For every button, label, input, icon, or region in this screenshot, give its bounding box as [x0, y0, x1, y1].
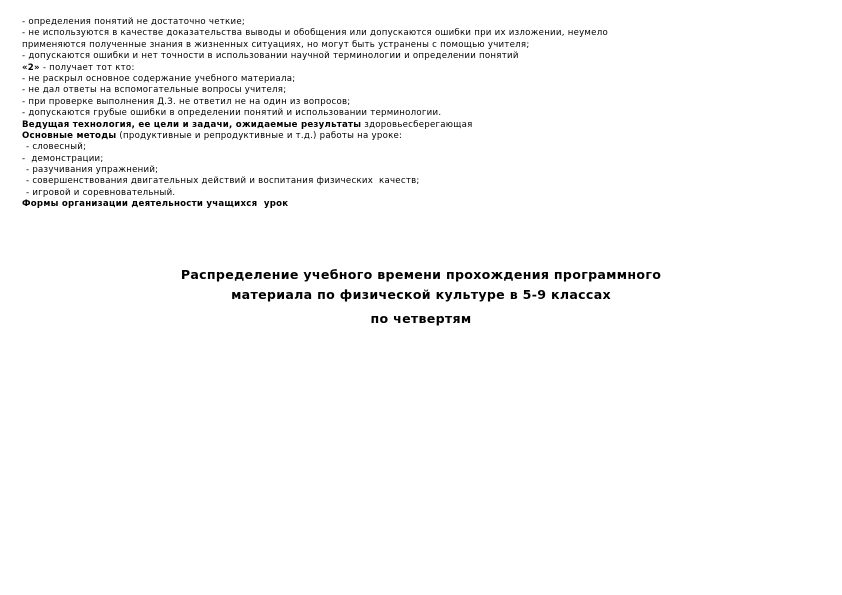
method-item: - демонстрации; [22, 153, 104, 164]
method-item: - разучивания упражнений; [23, 165, 159, 176]
method-item: - совершенствования двигательных действий и воспитания физических качеств; [23, 176, 420, 187]
method-item: - игровой и соревновательный. [23, 187, 176, 198]
assessment-text-block [22, 17, 822, 211]
grade-2-item: - не раскрыл основное содержание учебного материала; [22, 73, 296, 84]
grade-2-label: «2» [22, 62, 40, 73]
grade-2-text: - получает тот кто: [39, 62, 135, 73]
method-item: - словесный; [23, 142, 87, 153]
methods-text: (продуктивные и репродуктивные и т.д.) работы на уроке: [116, 130, 403, 141]
forms-value: урок [257, 199, 289, 210]
section-heading-line-1: Распределение учебного времени прохождения программного [180, 267, 662, 282]
text-line: - не используются в качестве доказательства выводы и обобщения или допускаются ошибки при их изложении, неумело [22, 28, 608, 39]
section-heading-line-2: материала по физической культуре в 5-9 классах [231, 287, 611, 302]
forms-label: Формы организации деятельности учащихся [22, 199, 258, 210]
methods-line [22, 131, 822, 142]
text-line: применяются полученные знания в жизненных ситуациях, но могут быть устранены с помощью учителя; [22, 39, 530, 50]
grade-2-item: - при проверке выполнения Д.З. не ответил не на один из вопросов; [22, 96, 351, 107]
forms-line [22, 199, 822, 210]
technology-line [22, 120, 822, 131]
text-line: - допускаются ошибки и нет точности в использовании научной терминологии и определении понятий [22, 51, 519, 62]
technology-value: здоровьесберегающая [361, 119, 473, 130]
grade-2-item: - допускаются грубые ошибки в определении понятий и использовании терминологии. [22, 108, 442, 119]
grade-2-item: - не дал ответы на вспомогательные вопросы учителя; [22, 85, 287, 96]
section-heading-line-3: по четвертям [370, 311, 472, 326]
text-line: - определения понятий не достаточно четкие; [22, 17, 246, 27]
technology-label: Ведущая технология, ее цели и задачи, ожидаемые результаты [22, 119, 362, 130]
methods-label: Основные методы [22, 130, 117, 141]
grade-2-line [22, 63, 822, 74]
